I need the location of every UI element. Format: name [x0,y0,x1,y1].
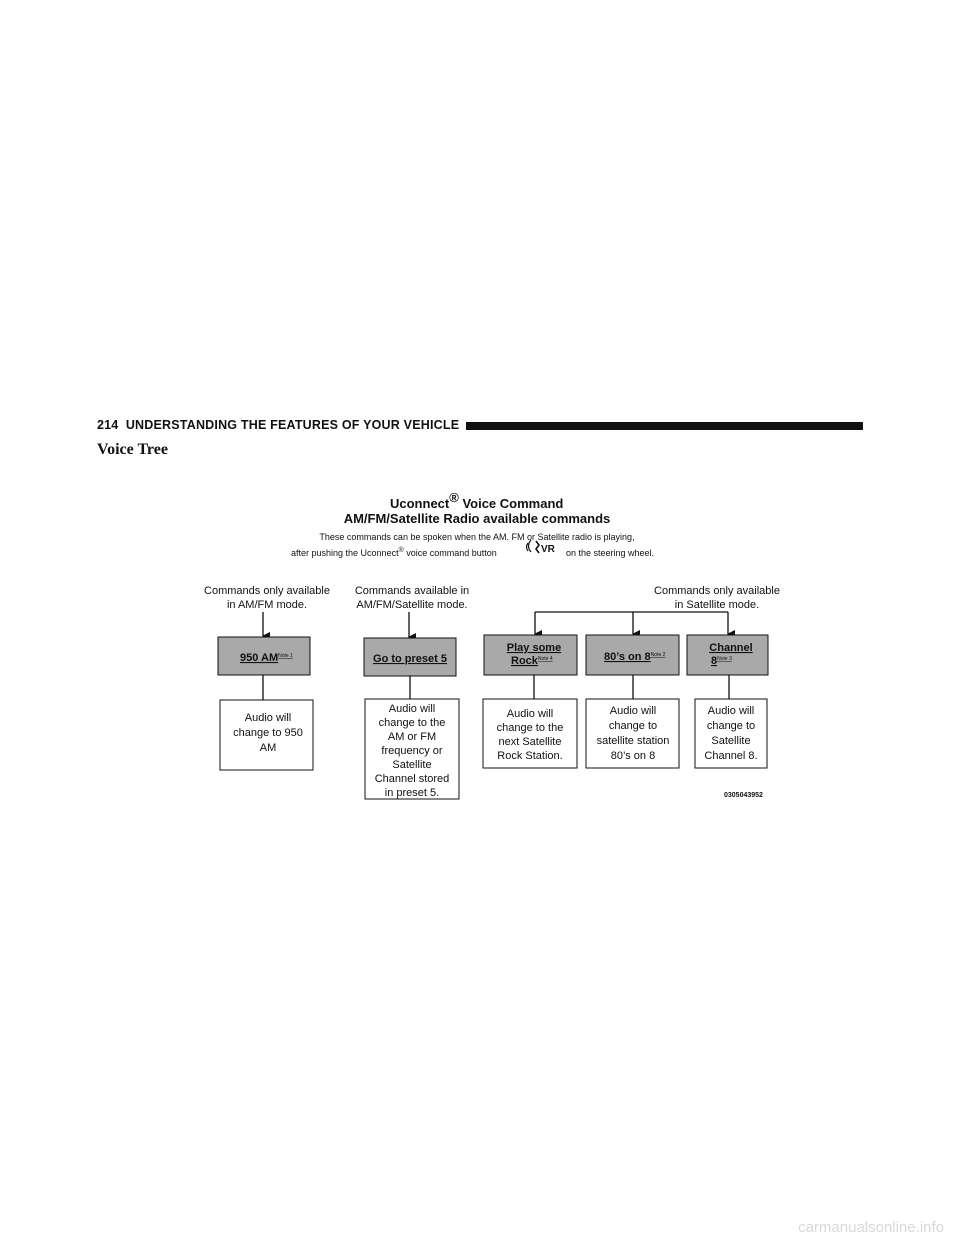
svg-text:frequency or: frequency or [381,745,443,757]
svg-text:Satellite: Satellite [711,735,751,747]
svg-text:80’s on 8Note 2: 80’s on $8^{Note 2}$ [604,651,666,663]
group-all-label-2: AM/FM/Satellite mode. [356,599,468,611]
svg-text:AM or FM: AM or FM [387,731,437,743]
diagram-title: Uconnect® Voice Command [390,490,564,511]
svg-text:change to: change to [706,720,756,732]
svg-text:Rock Station.: Rock Station. [497,750,563,762]
group-sat-label-2: in Satellite mode. [674,599,760,611]
svg-text:950 AMNote 1: 950 $AM^{Note 1}$ [240,652,293,664]
svg-text:change to the: change to the [496,722,564,734]
command-box-950am [218,637,310,675]
svg-text:Channel stored: Channel stored [374,773,450,785]
command-box-play-rock [484,635,577,675]
result-box-2 [365,699,459,799]
svg-text:next Satellite: next Satellite [498,736,562,748]
group-sat-label-1: Commands only available [654,585,780,597]
diagram-intro-line1: These commands can be spoken when the AM. FM or Satellite radio is playing, [319,532,635,542]
svg-text:8Note 3: $8^{Note 3}$ [711,655,732,667]
svg-text:VR: VR [541,544,555,555]
svg-text:change to: change to [608,720,658,732]
result-box-3 [483,699,577,768]
svg-text:Audio will: Audio will [388,703,436,715]
voice-command-icon [527,540,556,555]
svg-text:Channel 8.: Channel 8. [704,750,758,762]
svg-text:80’s on 8: 80’s on 8 [610,750,656,762]
chapter-title: UNDERSTANDING THE FEATURES OF YOUR VEHICLE [125,418,460,432]
section-title: Voice Tree [97,441,168,458]
svg-text:Audio will: Audio will [609,705,657,717]
svg-text:RockNote 4: Rock$^{Note 4}$ [511,655,553,667]
group-all-label-1: Commands available in [354,585,470,597]
command-box-preset5 [364,638,456,676]
diagram-intro-line2-end: on the steering wheel. [566,548,655,558]
group-amfm-label-2: in AM/FM mode. [226,599,308,611]
page-number: 214 [97,418,119,432]
svg-text:Play some: Play some [506,642,562,654]
result-box-1 [220,700,313,770]
svg-text:satellite station: satellite station [596,735,670,747]
result-box-5 [695,699,767,768]
svg-text:Satellite: Satellite [392,759,432,771]
svg-text:in preset 5.: in preset 5. [384,787,440,799]
svg-text:Audio will: Audio will [506,708,554,720]
command-box-channel-8 [687,635,768,675]
group-amfm-label-1: Commands only available [204,585,330,597]
svg-text:Channel: Channel [709,642,753,654]
diagram-intro-line2: after pushing the Uconnect® voice command button [291,547,497,558]
svg-text:AM: AM [259,742,277,754]
watermark: carmanualsonline.info [798,1219,944,1236]
svg-text:Audio will: Audio will [244,712,292,724]
svg-text:change to the: change to the [378,717,446,729]
diagram-subtitle: AM/FM/Satellite Radio available commands [343,511,611,526]
svg-text:change to 950: change to 950 [233,727,303,739]
result-box-4 [586,699,679,768]
figure-id: 0305043952 [724,792,763,799]
command-box-80s-on-8 [586,635,679,675]
svg-text:Audio will: Audio will [707,705,755,717]
svg-text:Go to preset 5: Go to preset 5 [373,653,447,665]
